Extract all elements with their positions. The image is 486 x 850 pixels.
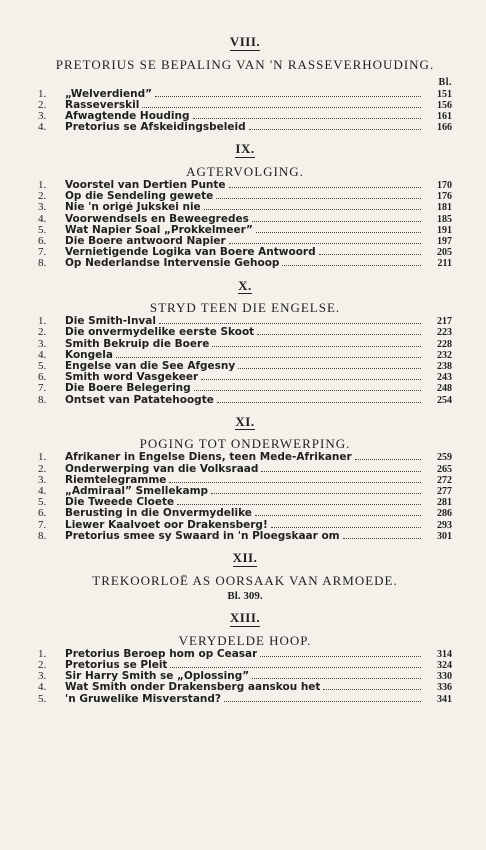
entry-title: Die Boere Belegering (65, 383, 191, 395)
toc-entry (38, 225, 452, 236)
toc-entry (38, 350, 452, 361)
toc-entry (38, 372, 452, 383)
entry-page-number: 254 (437, 394, 452, 406)
entry-title: Riemtelegramme (65, 474, 167, 486)
dot-leader (211, 492, 421, 494)
entry-title: Afwagtende Houding (65, 110, 190, 122)
entry-title: Voorstel van Dertien Punte (65, 179, 226, 191)
entry-page-number: 281 (437, 497, 452, 509)
entry-page-number: 211 (437, 258, 452, 270)
entry-number: 8. (38, 257, 47, 270)
entry-title: Ontset van Patatehoogte (65, 394, 214, 406)
section-number: XIII. (229, 610, 261, 626)
entry-page-number: 286 (437, 508, 452, 520)
section-heading (38, 34, 452, 73)
toc-entry (38, 236, 452, 247)
entry-page-number: 293 (437, 519, 452, 531)
entry-title: Onderwerping van die Volksraad (65, 463, 259, 475)
entry-title: Die Tweede Cloete (65, 497, 175, 509)
entry-page-number: 205 (437, 247, 452, 259)
toc-entry (38, 339, 452, 350)
entry-title: Vernietigende Logika van Boere Antwoord (65, 247, 316, 259)
dot-leader (224, 700, 421, 702)
entry-page-number: 223 (437, 327, 452, 339)
toc-entry (38, 191, 452, 202)
section-heading (38, 414, 452, 453)
page-column-header: Bl. (438, 76, 452, 88)
section-number: X. (238, 277, 252, 293)
toc-entry (38, 316, 452, 327)
toc-entry (38, 497, 452, 508)
entry-number: 6. (38, 234, 47, 247)
entry-title: Voorwendsels en Beweegredes (65, 213, 249, 225)
section-page-reference: Bl. 309. (227, 589, 263, 602)
toc-entry (38, 89, 452, 100)
dot-leader (319, 253, 421, 255)
entry-page-number: 243 (437, 372, 452, 384)
dot-leader (177, 503, 421, 505)
entry-title: Die Smith-Inval (65, 316, 156, 328)
toc-list (38, 89, 452, 134)
section-heading (38, 550, 452, 602)
toc-entry (38, 694, 452, 705)
dot-leader (282, 264, 421, 266)
entry-title: 'n Gruwelike Misverstand? (65, 693, 221, 705)
entry-number: 4. (38, 681, 47, 694)
dot-leader (169, 481, 421, 483)
toc-entry (38, 660, 452, 671)
section-x (38, 278, 452, 406)
entry-title: Nie 'n origé Jukskei nie (65, 202, 201, 214)
entry-title: Berusting in die Onvermydelike (65, 508, 252, 520)
dot-leader (212, 345, 421, 347)
section-ix (38, 141, 452, 269)
entry-number: 7. (38, 518, 47, 531)
dot-leader (257, 333, 421, 335)
toc-entry (38, 258, 452, 269)
toc-entry (38, 682, 452, 693)
entry-number: 5. (38, 496, 47, 509)
entry-page-number: 166 (437, 122, 452, 134)
dot-leader (249, 128, 421, 130)
toc-list (38, 180, 452, 270)
entry-number: 5. (38, 223, 47, 236)
dot-leader (229, 186, 421, 188)
dot-leader (159, 322, 421, 324)
section-title: AGTERVOLGING. (186, 164, 304, 180)
entry-title: Op Nederlandse Intervensie Gehoop (65, 258, 280, 270)
entry-title: Kongela (65, 349, 113, 361)
toc-entry (38, 361, 452, 372)
toc-entry (38, 395, 452, 406)
toc-entry (38, 531, 452, 542)
toc-entry (38, 214, 452, 225)
toc-entry (38, 508, 452, 519)
toc-entry (38, 464, 452, 475)
entry-number: 4. (38, 121, 47, 134)
entry-title: Smith word Vasgekeer (65, 372, 199, 384)
entry-number: 8. (38, 393, 47, 406)
entry-number: 2. (38, 190, 47, 203)
section-xi (38, 414, 452, 542)
entry-title: „Welverdiend” (65, 88, 152, 100)
section-number: XI. (235, 413, 255, 429)
dot-leader (217, 401, 421, 403)
entry-number: 1. (38, 451, 47, 464)
entry-page-number: 228 (437, 338, 452, 350)
toc-entry (38, 247, 452, 258)
toc-entry (38, 111, 452, 122)
entry-number: 3. (38, 473, 47, 486)
section-number: IX. (235, 141, 255, 157)
entry-page-number: 151 (437, 88, 452, 100)
toc-entry (38, 649, 452, 660)
dot-leader (116, 356, 421, 358)
section-heading (38, 141, 452, 180)
entry-number: 7. (38, 382, 47, 395)
entry-page-number: 238 (437, 360, 452, 372)
entry-number: 2. (38, 658, 47, 671)
entry-title: Smith Bekruip die Boere (65, 338, 210, 350)
entry-page-number: 248 (437, 383, 452, 395)
dot-leader (229, 242, 421, 244)
entry-page-number: 341 (437, 693, 452, 705)
entry-page-number: 185 (437, 213, 452, 225)
dot-leader (323, 688, 421, 690)
toc-entry (38, 475, 452, 486)
entry-number: 5. (38, 359, 47, 372)
dot-leader (238, 367, 421, 369)
entry-title: Die Boere antwoord Napier (65, 235, 226, 247)
entry-number: 4. (38, 348, 47, 361)
entry-title: Op die Sendeling gewete (65, 191, 214, 203)
section-heading (38, 610, 452, 649)
dot-leader (260, 655, 421, 657)
entry-title: Pretorius se Pleit (65, 659, 168, 671)
dot-leader (170, 666, 421, 668)
entry-page-number: 259 (437, 452, 452, 464)
entry-page-number: 161 (437, 110, 452, 122)
dot-leader (255, 514, 421, 516)
entry-page-number: 156 (437, 99, 452, 111)
section-heading (38, 278, 452, 317)
section-viii (38, 34, 452, 133)
entry-number: 4. (38, 212, 47, 225)
entry-title: Engelse van die See Afgesny (65, 360, 236, 372)
dot-leader (216, 197, 421, 199)
dot-leader (201, 378, 421, 380)
section-xiii (38, 610, 452, 705)
section-title: POGING TOT ONDERWERPING. (139, 436, 351, 452)
entry-number: 5. (38, 692, 47, 705)
entry-title: Pretorius smee sy Swaard in 'n Ploegskaar om (65, 530, 340, 542)
entry-page-number: 265 (437, 463, 452, 475)
entry-page-number: 232 (437, 349, 452, 361)
entry-number: 4. (38, 484, 47, 497)
entry-title: Wat Smith onder Drakensberg aanskou het (65, 682, 321, 694)
dot-leader (343, 537, 421, 539)
entry-page-number: 277 (437, 485, 452, 497)
toc-list (38, 452, 452, 542)
entry-title: Wat Napier Soal „Prokkelmeer” (65, 224, 253, 236)
entry-title: Pretorius Beroep hom op Ceasar (65, 648, 258, 660)
entry-number: 6. (38, 507, 47, 520)
entry-title: Rasseverskil (65, 99, 140, 111)
entry-number: 1. (38, 178, 47, 191)
entry-number: 8. (38, 529, 47, 542)
toc-list (38, 649, 452, 705)
entry-title: „Admiraal” Smellekamp (65, 485, 209, 497)
entry-page-number: 217 (437, 316, 452, 328)
section-number: XII. (232, 550, 258, 565)
entry-page-number: 191 (437, 224, 452, 236)
entry-number: 2. (38, 462, 47, 475)
toc-entry (38, 486, 452, 497)
toc-entry (38, 520, 452, 531)
toc-entry (38, 327, 452, 338)
entry-number: 2. (38, 326, 47, 339)
entry-page-number: 324 (437, 659, 452, 671)
toc-entry (38, 671, 452, 682)
toc-entry (38, 202, 452, 213)
dot-leader (204, 208, 421, 210)
dot-leader (155, 95, 421, 97)
section-number: VIII. (229, 34, 261, 49)
dot-leader (252, 220, 421, 222)
entry-number: 1. (38, 647, 47, 660)
dot-leader (256, 231, 421, 233)
dot-leader (194, 389, 421, 391)
entry-number: 1. (38, 87, 47, 100)
entry-number: 3. (38, 670, 47, 683)
dot-leader (252, 677, 421, 679)
entry-number: 7. (38, 246, 47, 259)
entry-number: 1. (38, 315, 47, 328)
entry-title: Die onvermydelike eerste Skoot (65, 327, 255, 339)
section-title: VERYDELDE HOOP. (178, 632, 312, 648)
section-xii (38, 550, 452, 602)
entry-page-number: 314 (437, 648, 452, 660)
dot-leader (271, 526, 421, 528)
entry-number: 3. (38, 109, 47, 122)
entry-page-number: 336 (437, 682, 452, 694)
entry-page-number: 181 (437, 202, 452, 214)
entry-number: 3. (38, 337, 47, 350)
entry-page-number: 301 (437, 530, 452, 542)
toc-entry (38, 122, 452, 133)
entry-page-number: 176 (437, 191, 452, 203)
dot-leader (142, 106, 421, 108)
entry-number: 2. (38, 98, 47, 111)
entry-title: Sir Harry Smith se „Oplossing” (65, 671, 250, 683)
toc-list (38, 316, 452, 406)
toc-entry (38, 180, 452, 191)
section-title: PRETORIUS SE BEPALING VAN 'N RASSEVERHOUDING. (55, 56, 435, 72)
entry-page-number: 272 (437, 474, 452, 486)
section-title: STRYD TEEN DIE ENGELSE. (149, 300, 341, 316)
dot-leader (193, 117, 422, 119)
entry-number: 6. (38, 371, 47, 384)
entry-number: 3. (38, 201, 47, 214)
toc-entry (38, 452, 452, 463)
section-title: TREKOORLOË AS OORSAAK VAN ARMOEDE. (92, 572, 398, 588)
toc-entry (38, 383, 452, 394)
dot-leader (261, 470, 421, 472)
entry-page-number: 330 (437, 671, 452, 683)
entry-title: Afrikaner in Engelse Diens, teen Mede-Afrikaner (65, 452, 352, 464)
dot-leader (355, 458, 421, 460)
entry-page-number: 170 (437, 179, 452, 191)
entry-page-number: 197 (437, 235, 452, 247)
entry-title: Liewer Kaalvoet oor Drakensberg! (65, 519, 268, 531)
toc-entry (38, 100, 452, 111)
entry-title: Pretorius se Afskeidingsbeleid (65, 122, 246, 134)
